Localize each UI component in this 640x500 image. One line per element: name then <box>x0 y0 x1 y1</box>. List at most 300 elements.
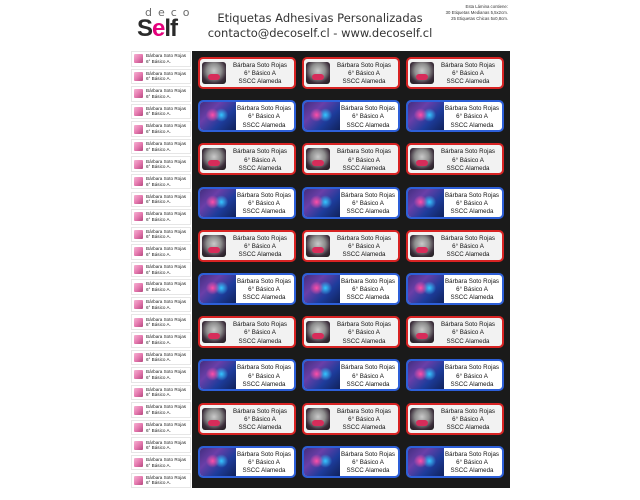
small-label-text <box>146 387 186 398</box>
label-grade: 6° Básico A <box>244 156 276 164</box>
group-image-icon <box>302 273 340 305</box>
small-label-name: Bárbara Soto Rojas <box>146 53 187 59</box>
label-school: SSCC Alameda <box>446 164 490 172</box>
medium-label <box>406 446 504 478</box>
label-school: SSCC Alameda <box>450 208 494 215</box>
small-label-grade: 6° Básico A. <box>146 129 171 134</box>
small-label-grade: 6° Básico A. <box>146 58 171 64</box>
small-label-name: Bárbara Soto Rojas <box>146 351 187 357</box>
label-text <box>332 148 396 173</box>
label-name: Bárbara Soto Rojas <box>441 321 495 329</box>
medium-label <box>406 143 504 175</box>
small-label-text <box>146 53 186 64</box>
label-name: Bárbara Soto Rojas <box>445 105 499 113</box>
character-image-icon <box>134 142 143 151</box>
small-label <box>131 279 191 295</box>
small-label-name: Bárbara Soto Rojas <box>146 316 187 322</box>
small-label-name: Bárbara Soto Rojas <box>146 193 187 199</box>
small-label-text <box>146 475 186 486</box>
medium-label <box>302 230 400 262</box>
small-label <box>131 121 191 137</box>
label-grade: 6° Básico A <box>352 286 384 294</box>
label-text <box>228 148 292 173</box>
label-grade: 6° Básico A <box>348 243 380 250</box>
character-image-icon <box>134 265 143 274</box>
small-label-grade: 6° Básico A. <box>146 164 171 170</box>
character-image-icon <box>134 107 143 116</box>
small-label-grade: 6° Básico A. <box>146 357 171 363</box>
label-school: SSCC Alameda <box>450 294 494 302</box>
small-label <box>131 104 191 120</box>
small-label-name: Bárbara Soto Rojas <box>146 246 187 252</box>
small-label-text <box>146 264 186 275</box>
character-image-icon <box>134 441 143 450</box>
medium-label <box>406 316 504 348</box>
small-label-grade: 6° Básico A. <box>146 251 171 257</box>
small-label-grade: 6° Básico A. <box>146 322 171 328</box>
medium-label <box>198 316 296 348</box>
label-name: Bárbara Soto Rojas <box>337 321 391 329</box>
label-school: SSCC Alameda <box>346 380 390 388</box>
small-label <box>131 51 191 67</box>
small-label <box>131 174 191 190</box>
medium-label <box>406 187 504 219</box>
logo-deco: deco <box>145 6 196 19</box>
small-label-text <box>146 369 186 380</box>
label-grade: 6° Básico A <box>248 459 280 466</box>
label-text <box>444 105 500 130</box>
medium-label <box>198 100 296 132</box>
label-name: Bárbara Soto Rojas <box>445 191 499 199</box>
character-image-icon <box>410 148 434 170</box>
small-label-grade: 6° Básico A. <box>146 304 171 310</box>
group-image-icon <box>198 273 236 305</box>
label-school: SSCC Alameda <box>346 294 390 302</box>
label-grade: 6° Básico A <box>248 113 280 121</box>
group-image-icon <box>198 359 236 391</box>
info-line-2: 30 Etiquetas Medianas 5,5x2cm. <box>445 10 508 15</box>
character-image-icon <box>306 148 330 170</box>
label-text <box>436 148 500 173</box>
label-text <box>444 364 500 389</box>
decoself-logo <box>131 4 196 42</box>
medium-label <box>198 446 296 478</box>
label-name: Bárbara Soto Rojas <box>337 62 391 69</box>
small-label-grade: 6° Básico A. <box>146 146 171 152</box>
small-label <box>131 227 191 243</box>
small-label-name: Bárbara Soto Rojas <box>146 386 187 392</box>
label-name: Bárbara Soto Rojas <box>441 148 495 156</box>
small-labels-column <box>131 51 191 488</box>
small-label-text <box>146 88 186 99</box>
label-text <box>236 105 292 130</box>
small-label-text <box>146 440 186 451</box>
label-name: Bárbara Soto Rojas <box>441 62 495 69</box>
label-school: SSCC Alameda <box>238 337 282 345</box>
label-text <box>436 408 500 433</box>
label-text <box>228 235 292 260</box>
label-grade: 6° Básico A <box>244 415 276 423</box>
small-label-grade: 6° Básico A. <box>146 480 171 486</box>
label-grade: 6° Básico A <box>248 199 280 207</box>
label-school: SSCC Alameda <box>446 78 490 86</box>
character-image-icon <box>134 423 143 432</box>
label-grade: 6° Básico A <box>352 459 384 466</box>
label-school: SSCC Alameda <box>342 337 386 345</box>
character-image-icon <box>134 89 143 98</box>
label-school: SSCC Alameda <box>450 380 494 388</box>
character-image-icon <box>134 406 143 415</box>
character-image-icon <box>306 408 330 430</box>
character-image-icon <box>134 177 143 186</box>
label-text <box>444 451 500 476</box>
label-name: Bárbara Soto Rojas <box>233 148 287 156</box>
group-image-icon <box>406 187 444 219</box>
group-image-icon <box>302 100 340 132</box>
label-school: SSCC Alameda <box>450 467 494 475</box>
label-name: Bárbara Soto Rojas <box>237 278 291 285</box>
label-name: Bárbara Soto Rojas <box>441 407 495 415</box>
group-image-icon <box>406 100 444 132</box>
small-label-grade: 6° Básico A. <box>146 445 171 451</box>
small-label-grade: 6° Básico A. <box>146 76 171 82</box>
label-school: SSCC Alameda <box>346 467 390 475</box>
label-name: Bárbara Soto Rojas <box>233 407 287 415</box>
info-line-3: 25 Etiquetas Chicas 5x0,8cm. <box>451 16 508 21</box>
small-label-text <box>146 457 186 468</box>
character-image-icon <box>202 148 226 170</box>
label-school: SSCC Alameda <box>242 467 286 475</box>
character-image-icon <box>134 230 143 239</box>
logo-self: Self <box>137 15 178 42</box>
small-label-name: Bárbara Soto Rojas <box>146 404 187 410</box>
small-label-text <box>146 194 186 205</box>
small-label <box>131 473 191 489</box>
small-label-text <box>146 71 186 82</box>
small-label-name: Bárbara Soto Rojas <box>146 334 187 340</box>
small-label <box>131 86 191 102</box>
small-label-name: Bárbara Soto Rojas <box>146 474 187 480</box>
small-label-name: Bárbara Soto Rojas <box>146 105 187 111</box>
medium-label <box>198 230 296 262</box>
medium-labels-sheet <box>192 51 510 488</box>
small-label-text <box>146 299 186 310</box>
medium-label <box>302 316 400 348</box>
label-school: SSCC Alameda <box>346 208 390 215</box>
label-grade: 6° Básico A <box>452 329 484 337</box>
label-text <box>444 192 500 217</box>
medium-label <box>406 57 504 89</box>
small-label <box>131 350 191 366</box>
small-label-grade: 6° Básico A. <box>146 234 171 240</box>
character-image-icon <box>410 408 434 430</box>
label-school: SSCC Alameda <box>242 294 286 302</box>
character-image-icon <box>410 62 434 84</box>
small-label-name: Bárbara Soto Rojas <box>146 123 187 129</box>
label-name: Bárbara Soto Rojas <box>341 364 395 372</box>
medium-label <box>198 273 296 305</box>
small-label-grade: 6° Básico A. <box>146 410 171 415</box>
label-name: Bárbara Soto Rojas <box>341 191 395 199</box>
small-label <box>131 244 191 260</box>
label-school: SSCC Alameda <box>342 78 386 86</box>
label-grade: 6° Básico A <box>348 156 380 164</box>
label-school: SSCC Alameda <box>446 424 490 431</box>
label-name: Bárbara Soto Rojas <box>341 278 395 285</box>
label-text <box>236 364 292 389</box>
label-school: SSCC Alameda <box>242 121 286 129</box>
medium-label <box>302 100 400 132</box>
label-grade: 6° Básico A <box>456 113 488 121</box>
character-image-icon <box>134 353 143 362</box>
label-name: Bárbara Soto Rojas <box>233 234 287 242</box>
small-label-text <box>146 404 186 415</box>
label-school: SSCC Alameda <box>238 251 282 259</box>
label-grade: 6° Básico A <box>248 372 280 380</box>
small-label <box>131 139 191 155</box>
medium-label <box>406 230 504 262</box>
label-grade: 6° Básico A <box>456 199 488 207</box>
medium-label <box>302 273 400 305</box>
label-grade: 6° Básico A <box>352 199 384 207</box>
character-image-icon <box>202 408 226 430</box>
small-label-text <box>146 176 186 187</box>
label-name: Bárbara Soto Rojas <box>237 105 291 113</box>
medium-label <box>302 403 400 435</box>
label-school: SSCC Alameda <box>242 208 286 215</box>
small-label-grade: 6° Básico A. <box>146 374 171 380</box>
small-label <box>131 314 191 330</box>
label-school: SSCC Alameda <box>342 424 386 431</box>
group-image-icon <box>406 446 444 478</box>
small-label-name: Bárbara Soto Rojas <box>146 88 187 94</box>
label-text <box>444 278 500 303</box>
label-school: SSCC Alameda <box>238 164 282 172</box>
small-label-text <box>146 281 186 292</box>
small-label <box>131 156 191 172</box>
label-school: SSCC Alameda <box>238 78 282 86</box>
label-school: SSCC Alameda <box>342 164 386 172</box>
character-image-icon <box>134 212 143 221</box>
label-text <box>340 364 396 389</box>
label-name: Bárbara Soto Rojas <box>337 148 391 156</box>
label-text <box>436 62 500 87</box>
label-grade: 6° Básico A <box>352 113 384 121</box>
small-label-name: Bárbara Soto Rojas <box>146 281 187 287</box>
character-image-icon <box>410 235 434 257</box>
label-grade: 6° Básico A <box>452 243 484 250</box>
character-image-icon <box>306 62 330 84</box>
small-label-name: Bárbara Soto Rojas <box>146 211 187 217</box>
label-school: SSCC Alameda <box>238 424 282 431</box>
label-name: Bárbara Soto Rojas <box>341 450 395 458</box>
label-text <box>332 62 396 87</box>
label-text <box>332 408 396 433</box>
small-label-text <box>146 422 186 433</box>
small-label-text <box>146 229 186 240</box>
group-image-icon <box>198 187 236 219</box>
label-name: Bárbara Soto Rojas <box>341 105 395 113</box>
label-text <box>332 235 396 260</box>
character-image-icon <box>134 370 143 379</box>
small-label-grade: 6° Básico A. <box>146 269 171 275</box>
label-grade: 6° Básico A <box>452 156 484 164</box>
label-school: SSCC Alameda <box>342 251 386 259</box>
small-label <box>131 209 191 225</box>
small-label-name: Bárbara Soto Rojas <box>146 140 187 146</box>
medium-label <box>302 187 400 219</box>
character-image-icon <box>202 321 226 343</box>
small-label <box>131 332 191 348</box>
small-label-text <box>146 211 186 222</box>
small-label <box>131 262 191 278</box>
small-label-text <box>146 106 186 117</box>
character-image-icon <box>134 476 143 485</box>
small-label-text <box>146 352 186 363</box>
small-label-grade: 6° Básico A. <box>146 462 171 468</box>
character-image-icon <box>134 160 143 169</box>
page-title: Etiquetas Adhesivas Personalizadas <box>217 11 423 25</box>
character-image-icon <box>134 283 143 292</box>
label-grade: 6° Básico A <box>348 329 380 337</box>
small-label-name: Bárbara Soto Rojas <box>146 457 187 463</box>
label-name: Bárbara Soto Rojas <box>337 407 391 415</box>
info-line-1: Esta Lámina contiene: <box>465 4 508 9</box>
small-label-name: Bárbara Soto Rojas <box>146 439 187 445</box>
small-label-grade: 6° Básico A. <box>146 287 171 293</box>
character-image-icon <box>306 235 330 257</box>
label-grade: 6° Básico A <box>244 243 276 250</box>
group-image-icon <box>406 359 444 391</box>
small-label-name: Bárbara Soto Rojas <box>146 263 187 269</box>
small-label-grade: 6° Básico A. <box>146 93 171 99</box>
label-grade: 6° Básico A <box>248 286 280 294</box>
label-school: SSCC Alameda <box>242 380 286 388</box>
group-image-icon <box>302 359 340 391</box>
small-label-text <box>146 159 186 170</box>
label-school: SSCC Alameda <box>346 121 390 129</box>
medium-label <box>302 359 400 391</box>
medium-label <box>198 403 296 435</box>
label-school: SSCC Alameda <box>446 337 490 345</box>
small-label-text <box>146 246 186 257</box>
medium-label <box>406 403 504 435</box>
character-image-icon <box>134 72 143 81</box>
small-label-grade: 6° Básico A. <box>146 339 171 345</box>
label-text <box>236 192 292 217</box>
character-image-icon <box>134 195 143 204</box>
label-grade: 6° Básico A <box>352 372 384 380</box>
label-text <box>340 192 396 217</box>
small-label-name: Bárbara Soto Rojas <box>146 228 187 234</box>
medium-label <box>302 143 400 175</box>
small-label <box>131 402 191 418</box>
label-grade: 6° Básico A <box>348 415 380 423</box>
label-grade: 6° Básico A <box>456 286 488 294</box>
sheet-info <box>368 4 508 22</box>
medium-label <box>198 143 296 175</box>
label-name: Bárbara Soto Rojas <box>237 450 291 458</box>
small-label-name: Bárbara Soto Rojas <box>146 70 187 76</box>
character-image-icon <box>134 388 143 397</box>
label-text <box>228 62 292 87</box>
label-text <box>340 451 396 476</box>
small-label <box>131 69 191 85</box>
small-label-grade: 6° Básico A. <box>146 111 171 117</box>
small-label <box>131 385 191 401</box>
small-label-text <box>146 123 186 134</box>
label-text <box>228 408 292 433</box>
label-grade: 6° Básico A <box>456 372 488 380</box>
small-label-text <box>146 141 186 152</box>
character-image-icon <box>134 54 143 63</box>
label-name: Bárbara Soto Rojas <box>233 62 287 69</box>
small-label-name: Bárbara Soto Rojas <box>146 176 187 182</box>
label-grade: 6° Básico A <box>244 70 276 78</box>
character-image-icon <box>134 300 143 309</box>
medium-label <box>198 187 296 219</box>
character-image-icon <box>134 125 143 134</box>
small-label-text <box>146 334 186 345</box>
label-text <box>436 321 500 346</box>
contact-line: contacto@decoself.cl - www.decoself.cl <box>207 26 433 40</box>
character-image-icon <box>306 321 330 343</box>
small-label <box>131 420 191 436</box>
character-image-icon <box>134 247 143 256</box>
label-name: Bárbara Soto Rojas <box>237 191 291 199</box>
small-label <box>131 192 191 208</box>
small-label <box>131 455 191 471</box>
label-text <box>340 278 396 303</box>
character-image-icon <box>202 235 226 257</box>
label-text <box>236 451 292 476</box>
group-image-icon <box>302 187 340 219</box>
label-name: Bárbara Soto Rojas <box>337 234 391 242</box>
label-text <box>228 321 292 346</box>
character-image-icon <box>134 318 143 327</box>
small-label <box>131 367 191 383</box>
medium-label <box>198 57 296 89</box>
small-label <box>131 437 191 453</box>
medium-label <box>406 273 504 305</box>
label-grade: 6° Básico A <box>452 415 484 423</box>
label-name: Bárbara Soto Rojas <box>441 234 495 242</box>
small-label <box>131 297 191 313</box>
character-image-icon <box>202 62 226 84</box>
label-school: SSCC Alameda <box>450 121 494 129</box>
label-grade: 6° Básico A <box>452 70 484 78</box>
small-label-name: Bárbara Soto Rojas <box>146 158 187 164</box>
medium-label <box>406 359 504 391</box>
label-name: Bárbara Soto Rojas <box>233 321 287 329</box>
label-name: Bárbara Soto Rojas <box>445 450 499 458</box>
label-name: Bárbara Soto Rojas <box>445 364 499 372</box>
label-grade: 6° Básico A <box>348 70 380 78</box>
medium-label <box>302 446 400 478</box>
label-text <box>436 235 500 260</box>
character-image-icon <box>134 458 143 467</box>
label-name: Bárbara Soto Rojas <box>445 278 499 285</box>
small-label-grade: 6° Básico A. <box>146 199 171 205</box>
medium-label <box>406 100 504 132</box>
small-label-text <box>146 317 186 328</box>
small-label-grade: 6° Básico A. <box>146 216 171 222</box>
label-text <box>332 321 396 346</box>
small-label-grade: 6° Básico A. <box>146 181 171 187</box>
group-image-icon <box>198 100 236 132</box>
group-image-icon <box>198 446 236 478</box>
group-image-icon <box>302 446 340 478</box>
